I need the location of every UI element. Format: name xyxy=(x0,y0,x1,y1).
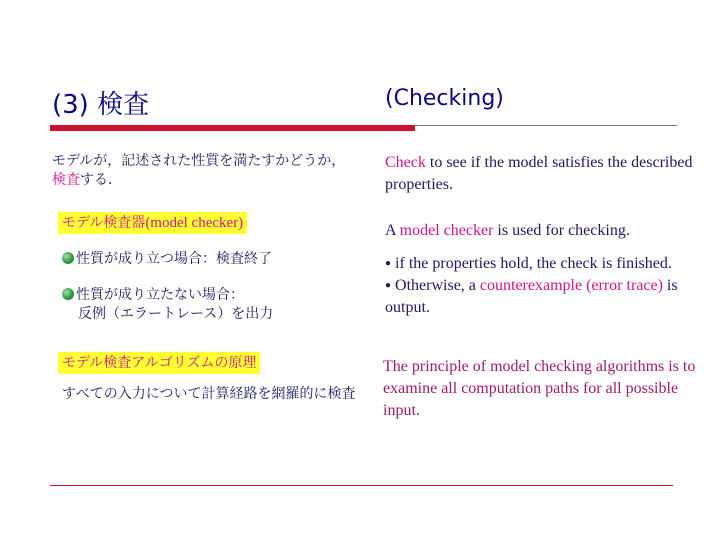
result-line1: if the properties hold, the check is finished. xyxy=(391,255,672,272)
check-paragraph-en xyxy=(385,152,695,196)
bullet-properties-fail xyxy=(62,286,362,324)
green-bullet-icon xyxy=(62,252,74,264)
intro-text-part1: モデルが，記述された性質を満たすかどうか， xyxy=(52,153,346,169)
counterexample-highlight: counterexample (error trace) xyxy=(479,277,663,294)
result-line2-part2: is output. xyxy=(385,277,678,316)
bullet-properties-fail-text-cont: 反例（エラートレース）を出力 xyxy=(78,306,274,322)
principle-text-jp: すべての入力について計算経路を網羅的に検査 xyxy=(62,386,356,402)
bullet-dot-icon: ● xyxy=(385,258,392,269)
bullet-properties-hold xyxy=(62,250,272,269)
model-checker-label-jp: モデル検査器 xyxy=(62,215,146,231)
intro-highlight: 検査 xyxy=(52,172,80,188)
title-english: (Checking) xyxy=(385,86,504,111)
title-japanese: (3) 検査 xyxy=(52,90,150,120)
result-line2-part1: Otherwise, a xyxy=(391,277,480,294)
model-checker-text-part2: is used for checking. xyxy=(493,222,630,239)
bullet-dot-icon: ● xyxy=(385,280,392,291)
model-checker-highlight: model checker xyxy=(399,222,494,239)
model-checker-text-part1: A xyxy=(385,222,400,239)
intro-text-part2: する． xyxy=(80,172,122,188)
bullet-properties-hold-text: 性質が成り立つ場合：検査終了 xyxy=(76,251,272,267)
principle-paragraph-en: The principle of model checking algorithms is to examine all computation paths for all possible input. xyxy=(383,358,696,419)
bottom-rule xyxy=(50,485,673,486)
title-rule-accent xyxy=(50,125,415,131)
model-checker-label-en: (model checker) xyxy=(145,215,244,231)
result-paragraph-en xyxy=(385,253,715,319)
green-bullet-icon xyxy=(62,288,74,300)
model-checker-paragraph-en xyxy=(385,220,695,242)
check-text: to see if the model satisfies the described properties. xyxy=(385,154,693,193)
intro-paragraph-jp xyxy=(52,152,352,190)
principle-label: モデル検査アルゴリズムの原理 xyxy=(58,352,260,374)
check-highlight: Check xyxy=(385,154,426,171)
bullet-properties-fail-text: 性質が成り立たない場合： xyxy=(76,287,244,303)
model-checker-label xyxy=(58,212,247,234)
title-rule-thin xyxy=(415,125,677,126)
